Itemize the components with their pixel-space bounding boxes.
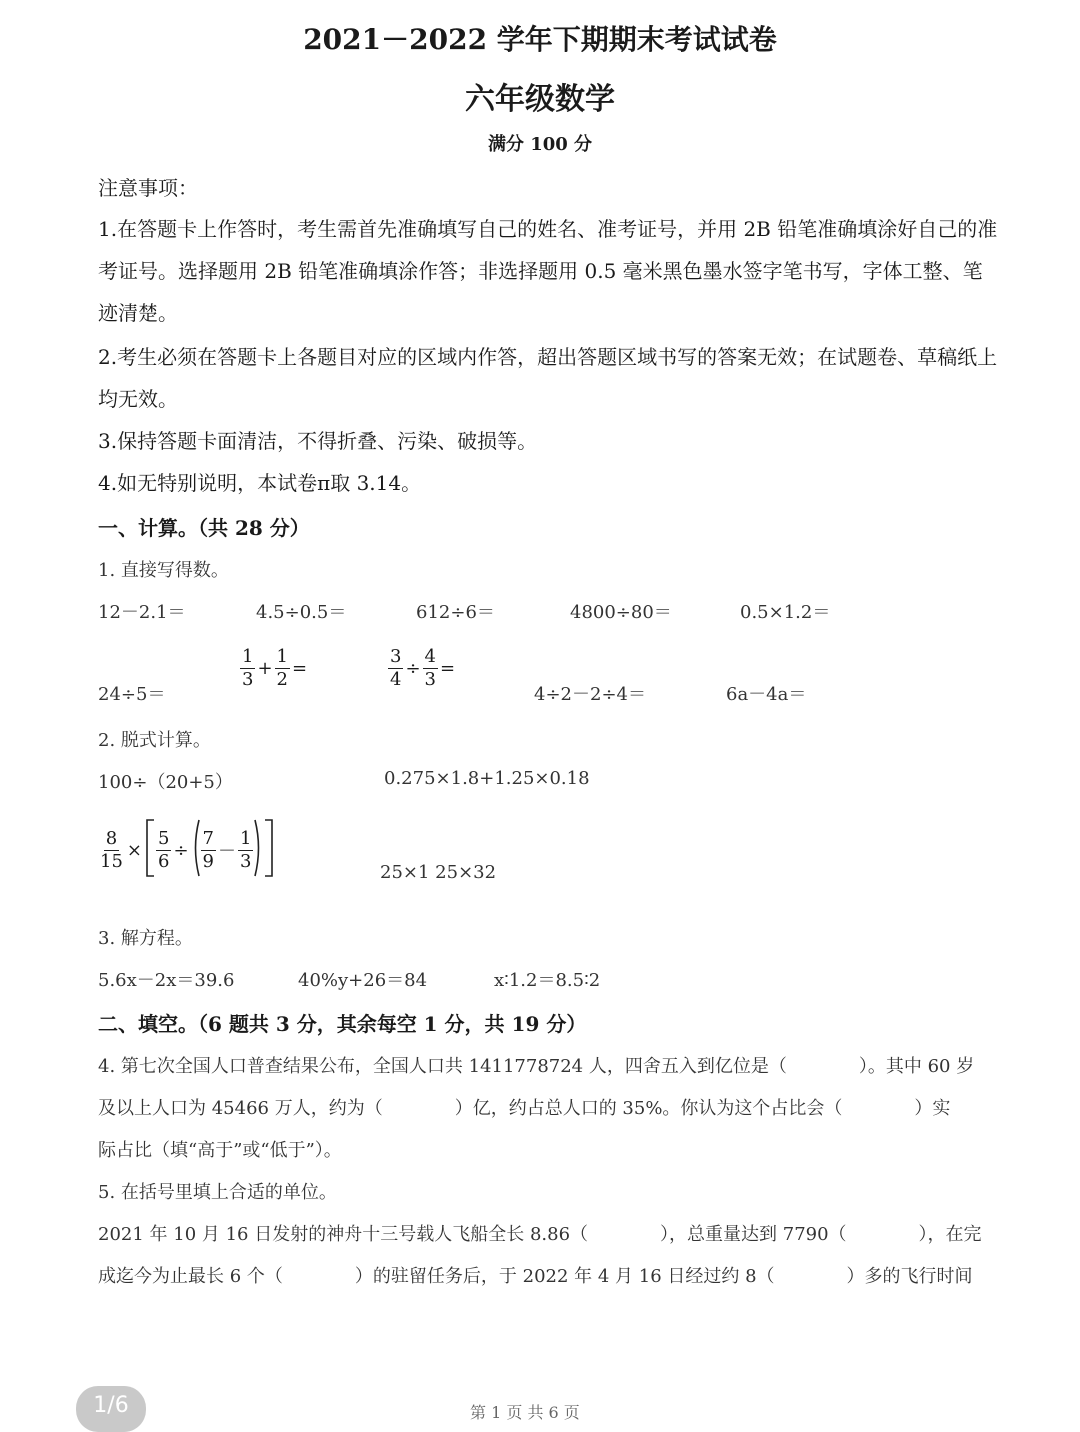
fraction — [238, 828, 253, 873]
operator: ÷ — [173, 839, 189, 861]
q1-item: 612÷6＝ — [416, 602, 495, 623]
fraction — [423, 646, 438, 691]
q5-line-2: 成迄今为止最长 6 个（ ）的驻留任务后，于 2022 年 4 月 16 日经过约 8（ ）多的飞行时间 — [98, 1266, 973, 1287]
section2-heading: 二、填空。（6 题共 3 分，其余每空 1 分，共 19 分） — [98, 1012, 587, 1036]
q1-item: 0.5×1.2＝ — [740, 602, 831, 623]
q3-label: 3. 解方程。 — [98, 928, 193, 949]
q2-item: 25×1 25×32 — [380, 862, 497, 883]
denominator: 2 — [276, 669, 288, 690]
q1-item: 4800÷80＝ — [570, 602, 672, 623]
q4-line-2: 及以上人口为 45466 万人，约为（ ）亿，约占总人口的 35%。你认为这个占比会（ ）实 — [98, 1098, 951, 1119]
note-item-4: 4.如无特别说明，本试卷π取 3.14。 — [98, 471, 422, 495]
numerator: 1 — [276, 646, 288, 667]
q5-line-1: 2021 年 10 月 16 日发射的神舟十三号载人飞船全长 8.86（ ），总重量达到 7790（ ），在完 — [98, 1224, 982, 1245]
q4-line-1: 4. 第七次全国人口普查结果公布，全国人口共 1411778724 人，四舍五入到亿位是（ ）。其中 60 岁 — [98, 1056, 975, 1077]
q1-item: 4.5÷0.5＝ — [256, 602, 347, 623]
square-bracket-close — [263, 818, 275, 882]
notes-heading: 注意事项： — [98, 176, 198, 200]
denominator: 9 — [202, 850, 214, 872]
q3-item: x∶1.2＝8.5∶2 — [494, 970, 601, 991]
note-item-1: 1.在答题卡上作答时，考生需首先准确填写自己的姓名、准考证号，并用 2B 铅笔准确填涂好自己的准考证号。选择题用 2B 铅笔准确填涂作答；非选择题用 0.5 毫米黑色墨水签字笔书写，字体工整、笔迹清楚。 — [98, 217, 998, 325]
operator: ÷ — [405, 658, 421, 679]
paren-close — [253, 818, 263, 882]
numerator: 7 — [202, 827, 214, 849]
q2-item: 100÷（20+5） — [98, 772, 233, 793]
page-footer: 第 1 页 共 6 页 — [470, 1403, 580, 1422]
denominator: 3 — [424, 669, 436, 690]
numerator: 1 — [240, 827, 252, 849]
numerator: 4 — [424, 646, 436, 667]
denominator: 4 — [390, 669, 402, 690]
q1-item: 12－2.1＝ — [98, 602, 186, 623]
subject-title: 六年级数学 — [465, 82, 615, 117]
equals-sign: = — [440, 658, 456, 679]
fraction — [240, 646, 255, 691]
fraction — [156, 828, 171, 873]
q1-item: 6a－4a＝ — [726, 684, 807, 705]
numerator: 8 — [105, 827, 118, 849]
q3-item: 5.6x－2x＝39.6 — [98, 970, 235, 991]
denominator: 3 — [240, 850, 252, 872]
q1-item: 4÷2－2÷4＝ — [534, 684, 646, 705]
operator: + — [257, 658, 273, 679]
q4-line-3: 际占比（填“高于”或“低于”）。 — [98, 1140, 342, 1161]
exam-title: 2021－2022 学年下期期末考试试卷 — [303, 23, 777, 56]
numerator: 3 — [390, 646, 402, 667]
q2-bracket-expression — [98, 818, 275, 882]
fraction — [275, 646, 290, 691]
fraction — [388, 646, 403, 691]
section1-heading: 一、计算。（共 28 分） — [98, 516, 310, 540]
q3-item: 40%y+26＝84 — [298, 970, 428, 991]
fraction-expression-add — [240, 646, 309, 691]
numerator: 1 — [242, 646, 254, 667]
operator: × — [126, 839, 142, 861]
fraction-expression-div — [388, 646, 457, 691]
denominator: 15 — [100, 850, 123, 872]
q5-label: 5. 在括号里填上合适的单位。 — [98, 1182, 337, 1203]
equals-sign: = — [292, 658, 308, 679]
page-indicator[interactable]: 1/6 — [76, 1386, 146, 1432]
denominator: 6 — [158, 850, 170, 872]
q1-label: 1. 直接写得数。 — [98, 560, 229, 581]
fraction — [201, 828, 216, 873]
operator: － — [218, 841, 236, 862]
paren-open — [191, 818, 201, 882]
q2-label: 2. 脱式计算。 — [98, 730, 211, 751]
note-item-3: 3.保持答题卡面清洁，不得折叠、污染、破损等。 — [98, 429, 538, 453]
note-item-2: 2.考生必须在答题卡上各题目对应的区域内作答，超出答题区域书写的答案无效；在试题卷、草稿纸上均无效。 — [98, 345, 998, 411]
denominator: 3 — [242, 669, 254, 690]
q2-item: 0.275×1.8+1.25×0.18 — [384, 768, 590, 789]
q1-item: 24÷5＝ — [98, 684, 166, 705]
full-score: 满分 100 分 — [487, 134, 593, 155]
fraction — [98, 828, 125, 873]
numerator: 5 — [158, 827, 170, 849]
square-bracket-open — [144, 818, 156, 882]
